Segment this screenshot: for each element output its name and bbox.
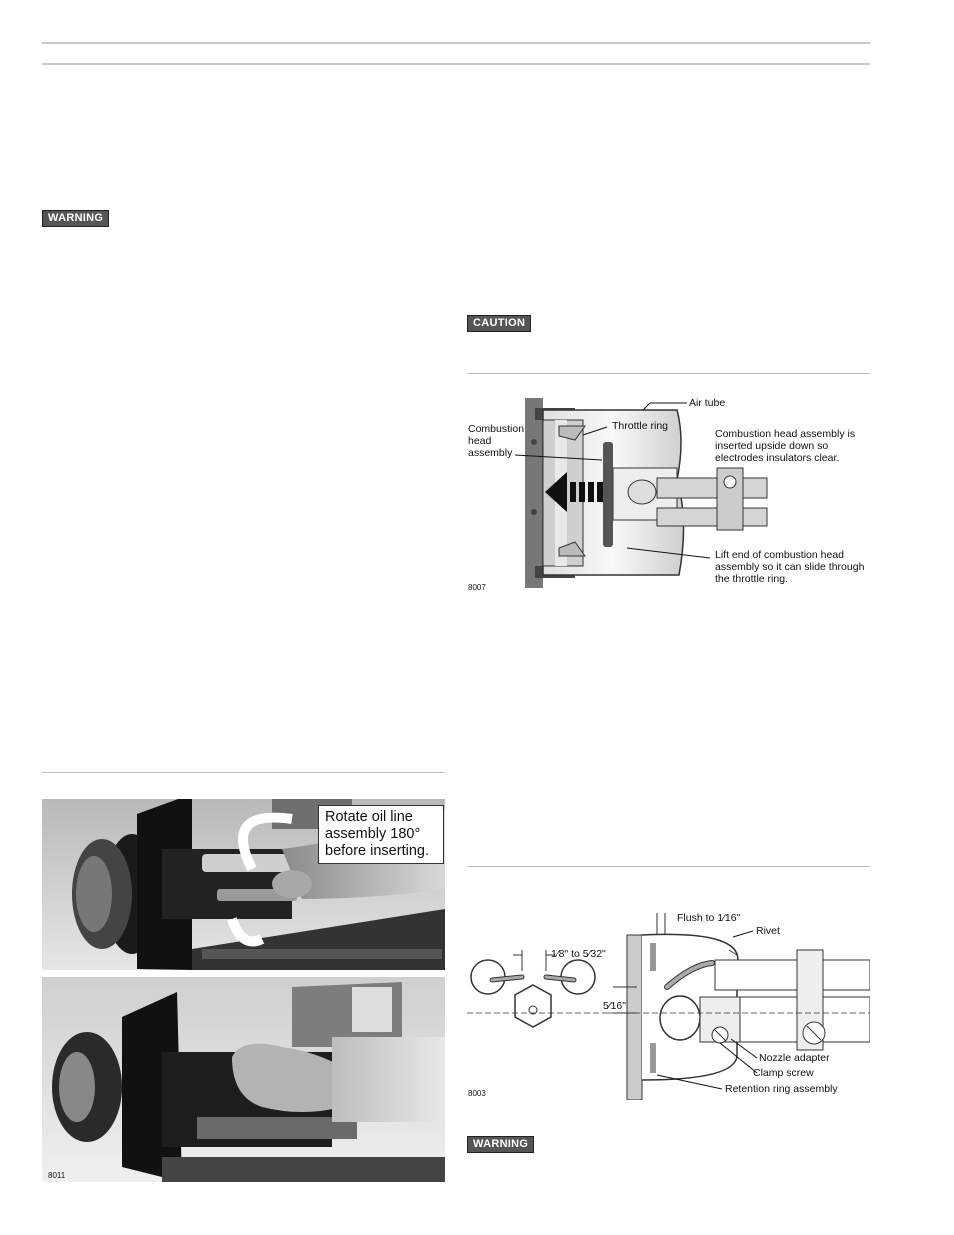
label-gap-to: to	[571, 948, 580, 960]
label-retention-ring: Retention ring assembly	[725, 1083, 838, 1095]
label-electrode-gap	[551, 948, 606, 960]
label-clamp-screw: Clamp screw	[753, 1067, 814, 1079]
header-rule-top	[42, 42, 870, 44]
label-upside-down: Combustion head assembly is inserted upside down so electrodes insulators clear.	[715, 428, 856, 464]
figure-photo-rule	[42, 772, 445, 773]
label-flush-text: Flush to	[677, 912, 715, 924]
figure-electrode-rule	[467, 866, 870, 867]
photo-insert-assembly	[42, 977, 445, 1182]
label-flush	[677, 912, 740, 924]
label-vertical-offset: 5⁄16"	[603, 1000, 626, 1012]
label-rivet: Rivet	[756, 925, 780, 937]
label-gap-b: 5⁄32"	[582, 948, 606, 960]
label-combustion-head: Combustion head assembly	[468, 423, 525, 459]
label-nozzle-adapter: Nozzle adapter	[759, 1052, 830, 1064]
figure-electrode-settings	[467, 905, 870, 1100]
warning-badge-top: WARNING	[42, 210, 109, 227]
figure-number-8011: 8011	[48, 1171, 66, 1180]
label-lift-end: Lift end of combustion head assembly so it can slide through the throttle ring.	[715, 549, 865, 585]
photo-rotate-oil-line	[42, 799, 445, 970]
label-gap-a: 1⁄8"	[551, 948, 569, 960]
figure-head-rule	[467, 373, 870, 374]
header-rule-bottom	[42, 63, 870, 65]
rotate-callout: Rotate oil line assembly 180° before inserting.	[318, 805, 444, 864]
label-flush-fraction: 1⁄16"	[717, 912, 741, 924]
label-throttle-ring: Throttle ring	[612, 420, 669, 432]
figure-number-8003: 8003	[468, 1089, 486, 1098]
photo-insert-assembly-drawing	[42, 977, 445, 1182]
figure-combustion-head	[467, 380, 870, 595]
warning-badge-bottom: WARNING	[467, 1136, 534, 1153]
label-air-tube: Air tube	[689, 397, 726, 409]
figure-number-8007: 8007	[468, 583, 486, 592]
caution-badge: CAUTION	[467, 315, 531, 332]
